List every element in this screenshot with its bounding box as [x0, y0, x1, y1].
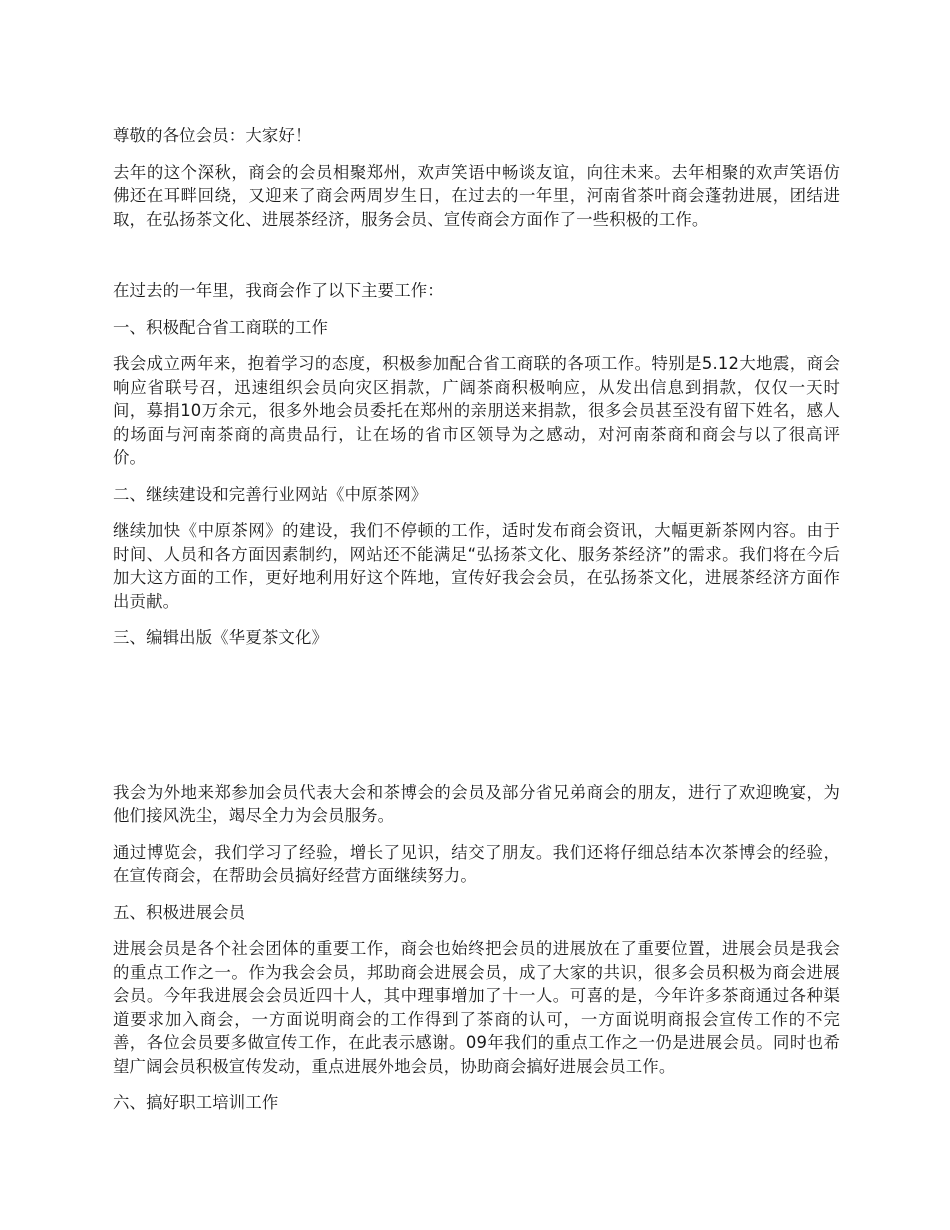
- section-1-paragraph: 我会成立两年来，抱着学习的态度，积极参加配合省工商联的各项工作。特别是5.12大地震，商会响应省联号召，迅速组织会员向灾区捐款，广阔茶商积极响应，从发出信息到捐款，仅仅一天时间，募捐10万余元，很多外地会员委托在郑州的亲朋送来捐款，很多会员甚至没有留下姓名，感人的场面与河南茶商的高贵品行，让在场的省市区领导为之感动，对河南茶商和商会与以了很高评价。: [113, 354, 840, 467]
- section-5-paragraph: 进展会员是各个社会团体的重要工作，商会也始终把会员的进展放在了重要位置，进展会员是我会的重点工作之一。作为我会会员，邦助商会进展会员，成了大家的共识，很多会员积极为商会进展会员。今年我进展会会员近四十人，其中理事增加了十一人。可喜的是，今年许多茶商通过各种渠道要求加入商会，一方面说明商会的工作得到了茶商的认可，一方面说明商报会宣传工作的不完善，各位会员要多做宣传工作，在此表示感谢。09年我们的重点工作之一仍是进展会员。同时也希望广阔会员积极宣传发动，重点进展外地会员，协助商会搞好进展会员工作。: [113, 939, 840, 1076]
- section-4-paragraph-1: 我会为外地来郑参加会员代表大会和茶博会的会员及部分省兄弟商会的朋友，进行了欢迎晚宴，为他们接风洗尘，竭尽全力为会员服务。: [113, 782, 840, 825]
- blank-space: [113, 663, 840, 781]
- section-4-paragraph-2: 通过博览会，我们学习了经验，增长了见识，结交了朋友。我们还将仔细总结本次茶博会的经验，在宣传商会，在帮助会员搞好经营方面继续努力。: [113, 842, 840, 885]
- document-page: [113, 124, 840, 1128]
- section-5-heading: 五、积极进展会员: [113, 902, 246, 922]
- section-6-heading: 六、搞好职工培训工作: [113, 1093, 279, 1112]
- section-1-heading: 一、积极配合省工商联的工作: [113, 317, 329, 337]
- section-2-paragraph: 继续加快《中原茶网》的建设，我们不停顿的工作，适时发布商会资讯，大幅更新茶网内容。由于时间、人员和各方面因素制约，网站还不能满足“弘扬茶文化、服务茶经济”的需求。我们将在今后加大这方面的工作，更好地利用好这个阵地，宣传好我会会员，在弘扬茶文化，进展茶经济方面作出贡献。: [113, 521, 840, 611]
- work-intro: 在过去的一年里，我商会作了以下主要工作：: [113, 281, 444, 300]
- section-3-heading: 三、编辑出版《华夏茶文化》: [113, 628, 329, 647]
- blank-space: [113, 244, 840, 279]
- greeting: 尊敬的各位会员：大家好！: [113, 126, 312, 145]
- intro-paragraph: 去年的这个深秋，商会的会员相聚郑州，欢声笑语中畅谈友谊，向往未来。去年相聚的欢声笑语仿佛还在耳畔回绕，又迎来了商会两周岁生日，在过去的一年里，河南省茶叶商会蓬勃进展，团结进取，在弘扬茶文化、进展茶经济，服务会员、宣传商会方面作了一些积极的工作。: [113, 162, 840, 229]
- section-2-heading: 二、继续建设和完善行业网站《中原茶网》: [113, 484, 428, 504]
